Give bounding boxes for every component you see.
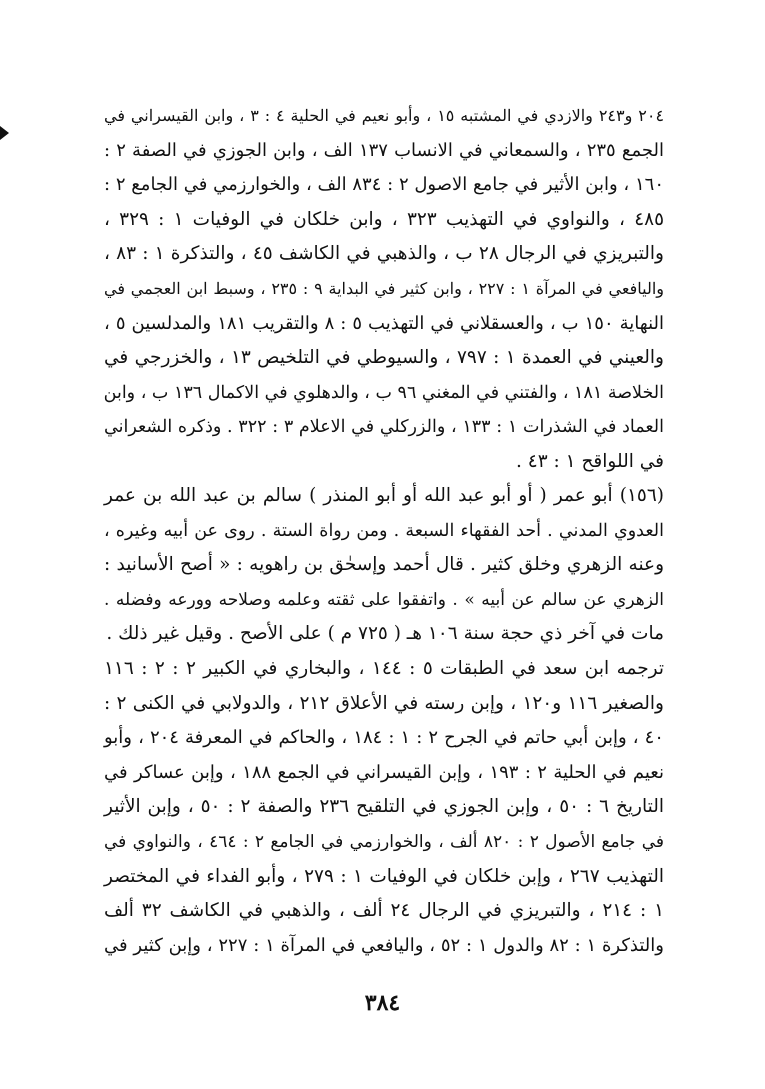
text-line: ٤٠ ، وإبن أبي حاتم في الجرح ٢ : ١ : ١٨٤ ، والحاكم في المعرفة ٢٠٤ ، وأبو: [104, 727, 664, 749]
text-line: ترجمه ابن سعد في الطبقات ٥ : ١٤٤ ، والبخاري في الكبير ٢ : ٢ : ١١٦: [104, 658, 665, 679]
text-line: نعيم في الحلية ٢ : ١٩٣ ، وإبن القيسراني في الجمع ١٨٨ ، وإبن عساكر في: [104, 761, 664, 783]
text-line: وعنه الزهري وخلق كثير . قال أحمد وإسحٰق بن راهويه : « أصح الأسانيد :: [104, 554, 664, 576]
text-line: الزهري عن سالم عن أبيه » . واتفقوا على ثقته وعلمه وصلاحه وورعه وفضله .: [104, 589, 664, 610]
text-line: واليافعي في المرآة ١ : ٢٢٧ ، وابن كثير في البداية ٩ : ٢٣٥ ، وسبط ابن العجمي في: [104, 278, 665, 298]
text-line: التاريخ ٦ : ٥٠ ، وإبن الجوزي في التلقيح ٢٣٦ والصفة ٢ : ٥٠ ، وإبن الأثير: [104, 796, 664, 818]
margin-marker: [0, 126, 9, 140]
text-line: الخلاصة ١٨١ ، والفتني في المغني ٩٦ ب ، والدهلوي في الاكمال ١٣٦ ب ، وابن: [103, 382, 664, 403]
text-line: (١٥٦) أبو عمر ( أو أبو عبد الله أو أبو المنذر ) سالم بن عبد الله بن عمر: [104, 485, 664, 506]
page-number: ٣٨٤: [364, 990, 401, 1016]
text-line: العدوي المدني . أحد الفقهاء السبعة . ومن رواة الستة . روى عن أبيه وغيره ،: [104, 520, 664, 541]
text-line: العماد في الشذرات ١ : ١٣٣ ، والزركلي في الاعلام ٣ : ٣٢٢ . وذكره الشعراني: [104, 417, 664, 438]
paragraph-references-2: [104, 652, 664, 963]
text-line: التهذيب ٢٦٧ ، وإبن خلكان في الوفيات ١ : ٢٧٩ ، وأبو الفداء في المختصر: [104, 865, 664, 887]
text-line: في جامع الأصول ٢ : ٨٢٠ ألف ، والخوارزمي في الجامع ٢ : ٤٦٤ ، والنواوي في: [104, 831, 664, 852]
text-line: ١٦٠ ، وابن الأثير في جامع الاصول ٢ : ٨٣٤ الف ، والخوارزمي في الجامع ٢ :: [104, 174, 664, 196]
text-line: في اللواقح ١ : ٤٣ .: [516, 450, 664, 472]
text-line: والتذكرة ١ : ٨٢ والدول ١ : ٥٢ ، واليافعي في المرآة ١ : ٢٢٧ ، وإبن كثير في: [104, 934, 664, 956]
text-line: والصغير ١١٦ و١٢٠ ، وإبن رسته في الأعلاق ٢١٢ ، والدولابي في الكنى ٢ :: [104, 692, 664, 714]
text-line: الجمع ٢٣٥ ، والسمعاني في الانساب ١٣٧ الف ، وابن الجوزي في الصفة ٢ :: [104, 139, 664, 161]
text-line: النهاية ١٥٠ ب ، والعسقلاني في التهذيب ٥ : ٨ والتقريب ١٨١ والمدلسين ٥ ،: [104, 312, 664, 334]
text-line: مات في آخر ذي حجة سنة ١٠٦ هـ ( ٧٢٥ م ) على الأصح . وقيل غير ذلك .: [106, 623, 664, 645]
text-line: ٤٨٥ ، والنواوي في التهذيب ٣٢٣ ، وابن خلكان في الوفيات ١ : ٣٢٩ ،: [104, 208, 665, 230]
paragraph-references-1: [104, 99, 664, 480]
text-line: والتبريزي في الرجال ٢٨ ب ، والذهبي في الكاشف ٤٥ ، والتذكرة ١ : ٨٣ ،: [104, 243, 664, 265]
text-line: والعيني في العمدة ١ : ٧٩٧ ، والسيوطي في التلخيص ١٣ ، والخزرجي في: [104, 347, 664, 369]
text-line: ٢٠٤ و٢٤٣ والازدي في المشتبه ١٥ ، وأبو نعيم في الحلية ٤ : ٣ ، وابن القيسراني في: [104, 106, 665, 125]
text-line: ١ : ٢١٤ ، والتبريزي في الرجال ٢٤ ألف ، والذهبي في الكاشف ٣٢ ألف: [104, 900, 665, 922]
paragraph-biography-156: [104, 479, 664, 652]
